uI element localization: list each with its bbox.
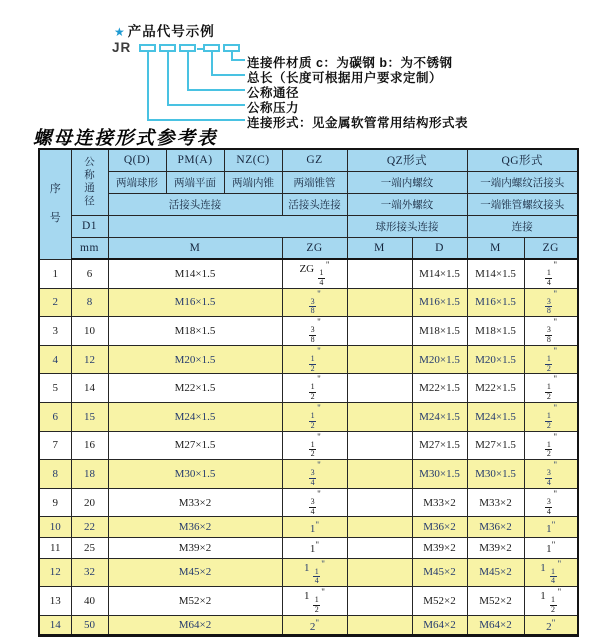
cell-qz-m: [347, 488, 412, 517]
code-box-4: [203, 44, 220, 52]
table-row: [39, 402, 578, 431]
connector-line: [187, 89, 245, 91]
table-row: [39, 288, 578, 317]
header-qg-m: M: [467, 237, 524, 259]
table-row: [39, 431, 578, 460]
cell-m: M52×2: [108, 587, 282, 616]
cell-m: M36×2: [108, 517, 282, 538]
table-body: [39, 259, 578, 636]
cell-gz-zg: 2": [282, 615, 347, 636]
cell-seq: 10: [39, 517, 71, 538]
cell-gz-zg: $\frac{3}{8}$ ": [282, 288, 347, 317]
cell-qz-d: M18×1.5: [412, 317, 467, 346]
header-col-pm: PM(A): [166, 149, 224, 171]
cell-seq: 13: [39, 587, 71, 616]
cell-qg-zg: 2": [524, 615, 578, 636]
cell-qz-m: [347, 374, 412, 403]
cell-m: M39×2: [108, 537, 282, 558]
cell-seq: 3: [39, 317, 71, 346]
cell-dn-mm: 40: [71, 587, 108, 616]
cell-seq: 7: [39, 431, 71, 460]
cell-m: M14×1.5: [108, 259, 282, 288]
cell-gz-zg: $\frac{1}{2}$ ": [282, 431, 347, 460]
connector-line: [231, 59, 245, 61]
table-row: [39, 537, 578, 558]
header-gz-union: 活接头连接: [282, 193, 347, 215]
cell-qg-zg: $\frac{3}{8}$ ": [524, 317, 578, 346]
table-row: [39, 317, 578, 346]
table-row: [39, 558, 578, 587]
code-box-5: [223, 44, 240, 52]
cell-seq: 12: [39, 558, 71, 587]
cell-qg-zg: $\frac{3}{4}$ ": [524, 488, 578, 517]
cell-qz-d: M30×1.5: [412, 460, 467, 489]
connector-line: [147, 52, 149, 121]
cell-qz-m: [347, 259, 412, 288]
cell-qg-m: M22×1.5: [467, 374, 524, 403]
cell-gz-zg: $\frac{3}{4}$ ": [282, 460, 347, 489]
cell-qg-m: M33×2: [467, 488, 524, 517]
connector-line: [211, 52, 213, 76]
cell-qz-d: M39×2: [412, 537, 467, 558]
cell-qg-zg: $\frac{1}{2}$ ": [524, 402, 578, 431]
cell-qz-m: [347, 345, 412, 374]
diagram-label-length: 总长（长度可根据用户要求定制）: [247, 71, 443, 85]
star-icon: ★: [114, 25, 126, 39]
connector-line: [147, 119, 245, 121]
header-col-q: Q(D): [108, 149, 166, 171]
header-qg-sub2: 一端锥管螺纹接头: [467, 193, 578, 215]
cell-dn-mm: 22: [71, 517, 108, 538]
cell-m: M64×2: [108, 615, 282, 636]
table-row: [39, 517, 578, 538]
cell-qz-m: [347, 615, 412, 636]
header-qg-sub1: 一端内螺纹活接头: [467, 171, 578, 193]
header-unit-mm: mm: [71, 237, 108, 259]
cell-qz-m: [347, 317, 412, 346]
cell-qz-d: M24×1.5: [412, 402, 467, 431]
connector-line: [167, 104, 245, 106]
cell-seq: 1: [39, 259, 71, 288]
header-qg-zg: ZG: [524, 237, 578, 259]
cell-dn-mm: 32: [71, 558, 108, 587]
header-sub-pm: 两端平面: [166, 171, 224, 193]
cell-seq: 6: [39, 402, 71, 431]
cell-qg-m: M18×1.5: [467, 317, 524, 346]
header-col-gz: GZ: [282, 149, 347, 171]
cell-qz-m: [347, 587, 412, 616]
product-code-heading-text: 产品代号示例: [127, 24, 215, 39]
product-code-prefix: JR: [112, 40, 132, 55]
cell-seq: 8: [39, 460, 71, 489]
cell-qg-zg: $\frac{3}{8}$ ": [524, 288, 578, 317]
header-m: M: [108, 237, 282, 259]
header-qz-m: M: [347, 237, 412, 259]
cell-gz-zg: $\frac{1}{2}$ ": [282, 345, 347, 374]
cell-qg-zg: $\frac{1}{2}$ ": [524, 374, 578, 403]
cell-qz-m: [347, 517, 412, 538]
cell-gz-zg: 1": [282, 517, 347, 538]
diagram-label-diameter: 公称通径: [247, 86, 300, 100]
cell-qg-m: M36×2: [467, 517, 524, 538]
product-code-heading: [114, 20, 215, 40]
cell-qz-d: M27×1.5: [412, 431, 467, 460]
cell-seq: 11: [39, 537, 71, 558]
cell-qg-m: M64×2: [467, 615, 524, 636]
table-row: [39, 615, 578, 636]
cell-qg-zg: 1": [524, 517, 578, 538]
cell-gz-zg: $\frac{3}{4}$ ": [282, 488, 347, 517]
cell-seq: 5: [39, 374, 71, 403]
cell-gz-zg: 1 $\frac{1}{4}$ ": [282, 558, 347, 587]
cell-m: M16×1.5: [108, 288, 282, 317]
header-qz-sub1: 一端内螺纹: [347, 171, 467, 193]
cell-gz-zg: 1": [282, 537, 347, 558]
cell-m: M18×1.5: [108, 317, 282, 346]
cell-qz-m: [347, 431, 412, 460]
cell-qz-m: [347, 288, 412, 317]
cell-qg-zg: 1": [524, 537, 578, 558]
cell-qg-m: M14×1.5: [467, 259, 524, 288]
table-title: 螺母连接形式参考表: [33, 129, 218, 149]
cell-qz-m: [347, 537, 412, 558]
cell-m: M33×2: [108, 488, 282, 517]
header-union-joint: 活接头连接: [108, 193, 282, 215]
cell-qg-zg: $\frac{1}{4}$ ": [524, 259, 578, 288]
cell-qz-d: M14×1.5: [412, 259, 467, 288]
cell-qz-d: M16×1.5: [412, 288, 467, 317]
cell-qz-d: M36×2: [412, 517, 467, 538]
header-nominal-diameter: 公称通径: [71, 149, 108, 215]
cell-qg-m: M39×2: [467, 537, 524, 558]
cell-dn-mm: 18: [71, 460, 108, 489]
cell-qz-d: M20×1.5: [412, 345, 467, 374]
cell-dn-mm: 8: [71, 288, 108, 317]
connector-line: [211, 74, 245, 76]
cell-gz-zg: ZG $\frac{1}{4}$ ": [282, 259, 347, 288]
cell-qz-m: [347, 402, 412, 431]
cell-qg-m: M24×1.5: [467, 402, 524, 431]
header-empty: [108, 215, 347, 237]
cell-qg-m: M16×1.5: [467, 288, 524, 317]
header-seq: 序号: [39, 149, 71, 259]
cell-dn-mm: 50: [71, 615, 108, 636]
cell-qg-m: M52×2: [467, 587, 524, 616]
header-col-nz: NZ(C): [224, 149, 282, 171]
cell-gz-zg: $\frac{1}{2}$ ": [282, 402, 347, 431]
table-row: [39, 488, 578, 517]
cell-qg-m: M20×1.5: [467, 345, 524, 374]
cell-qg-zg: 1 $\frac{1}{4}$ ": [524, 558, 578, 587]
cell-qz-m: [347, 460, 412, 489]
header-d1: D1: [71, 215, 108, 237]
code-box-1: [139, 44, 156, 52]
cell-m: M20×1.5: [108, 345, 282, 374]
cell-gz-zg: $\frac{1}{2}$ ": [282, 374, 347, 403]
cell-m: M22×1.5: [108, 374, 282, 403]
cell-gz-zg: 1 $\frac{1}{2}$ ": [282, 587, 347, 616]
cell-gz-zg: $\frac{3}{8}$ ": [282, 317, 347, 346]
cell-qg-m: M27×1.5: [467, 431, 524, 460]
cell-qg-m: M45×2: [467, 558, 524, 587]
cell-dn-mm: 16: [71, 431, 108, 460]
cell-dn-mm: 14: [71, 374, 108, 403]
header-qz-sub2: 一端外螺纹: [347, 193, 467, 215]
header-qz-d: D: [412, 237, 467, 259]
cell-qg-zg: $\frac{3}{4}$ ": [524, 460, 578, 489]
cell-dn-mm: 10: [71, 317, 108, 346]
table-row: [39, 587, 578, 616]
cell-m: M30×1.5: [108, 460, 282, 489]
cell-qg-zg: $\frac{1}{2}$ ": [524, 431, 578, 460]
cell-qz-d: M64×2: [412, 615, 467, 636]
header-qg-sub3: 连接: [467, 215, 578, 237]
cell-m: M45×2: [108, 558, 282, 587]
diagram-label-material: 连接件材质 c：为碳钢 b：为不锈钢: [247, 56, 453, 70]
header-sub-gz: 两端锥管: [282, 171, 347, 193]
cell-seq: 4: [39, 345, 71, 374]
code-box-2: [159, 44, 176, 52]
connector-line: [167, 52, 169, 106]
cell-m: M27×1.5: [108, 431, 282, 460]
table-row: [39, 374, 578, 403]
cell-qz-d: M45×2: [412, 558, 467, 587]
cell-dn-mm: 15: [71, 402, 108, 431]
header-sub-q: 两端球形: [108, 171, 166, 193]
diagram-label-connection: 连接形式：见金属软管常用结构形式表: [247, 116, 469, 130]
cell-qz-m: [347, 558, 412, 587]
cell-qg-zg: $\frac{1}{2}$ ": [524, 345, 578, 374]
cell-dn-mm: 6: [71, 259, 108, 288]
cell-qz-d: M52×2: [412, 587, 467, 616]
cell-m: M24×1.5: [108, 402, 282, 431]
nut-connection-table: [38, 148, 579, 637]
table-row: [39, 460, 578, 489]
cell-qz-d: M22×1.5: [412, 374, 467, 403]
header-zg: ZG: [282, 237, 347, 259]
cell-dn-mm: 12: [71, 345, 108, 374]
diagram-label-pressure: 公称压力: [247, 101, 300, 115]
connector-line: [187, 52, 189, 91]
header-qz-sub3: 球形接头连接: [347, 215, 467, 237]
header-col-qz: QZ形式: [347, 149, 467, 171]
cell-seq: 9: [39, 488, 71, 517]
table-header: [39, 149, 578, 259]
header-sub-nz: 两端内锥: [224, 171, 282, 193]
cell-seq: 14: [39, 615, 71, 636]
cell-qg-zg: 1 $\frac{1}{2}$ ": [524, 587, 578, 616]
table-row: [39, 345, 578, 374]
cell-qg-m: M30×1.5: [467, 460, 524, 489]
cell-dn-mm: 25: [71, 537, 108, 558]
cell-dn-mm: 20: [71, 488, 108, 517]
code-box-3: [179, 44, 196, 52]
table-row: [39, 259, 578, 288]
header-col-qg: QG形式: [467, 149, 578, 171]
cell-qz-d: M33×2: [412, 488, 467, 517]
cell-seq: 2: [39, 288, 71, 317]
